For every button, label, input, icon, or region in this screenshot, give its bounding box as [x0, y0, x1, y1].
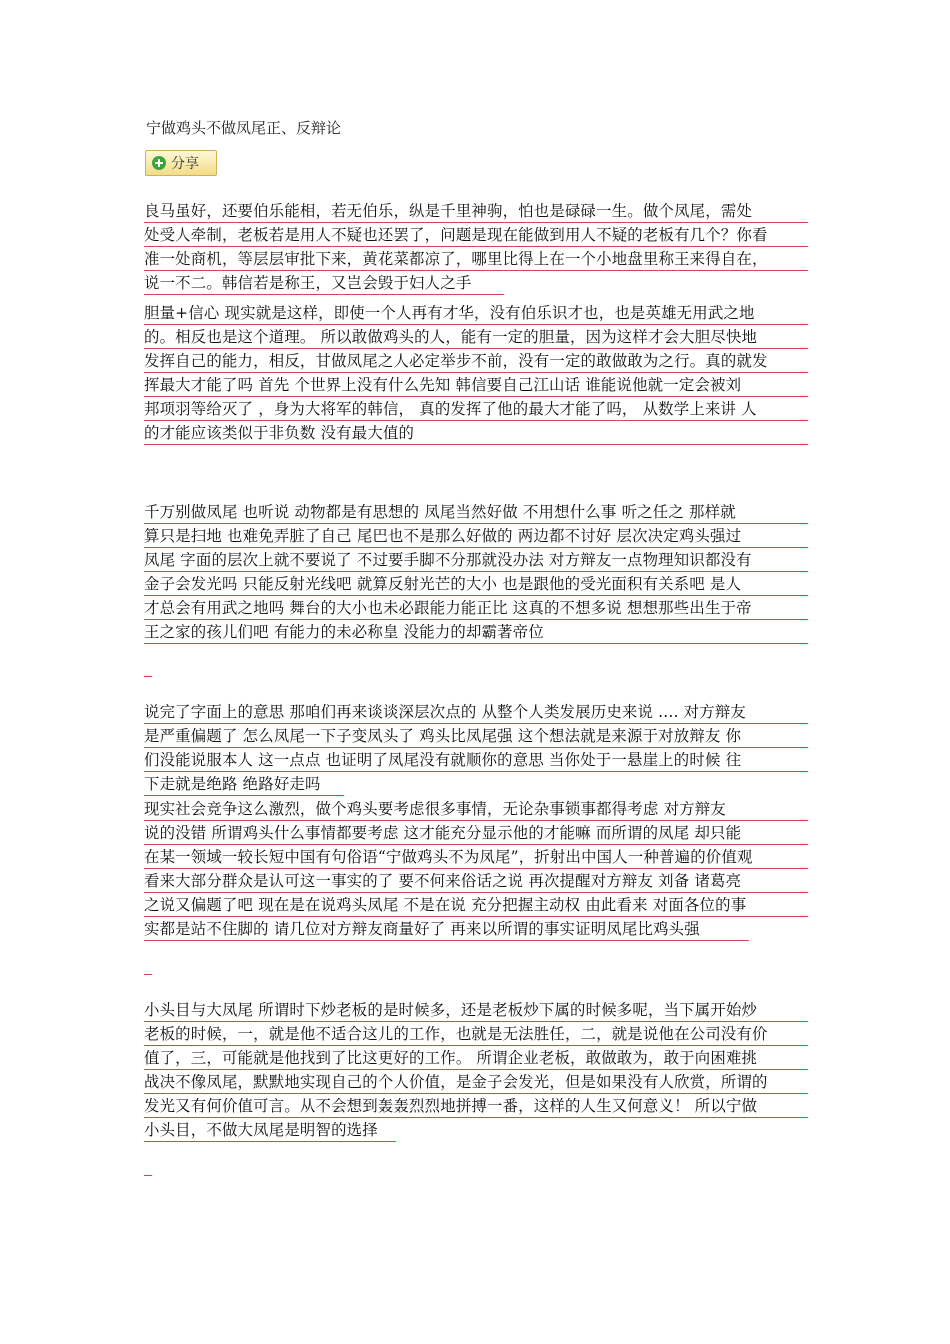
text-line: 王之家的孩儿们吧 有能力的未必称皇 没能力的却霸著帝位: [144, 620, 808, 644]
empty-line-marker: [144, 974, 152, 975]
text-line: 发光又有何价值可言。从不会想到轰轰烈烈地拼搏一番，这样的人生又何意义！ 所以宁做: [144, 1094, 808, 1118]
share-button-label: 分享: [171, 156, 199, 172]
text-line: 金子会发光吗 只能反射光线吧 就算反射光芒的大小 也是跟他的受光面积有关系吧 是人: [144, 572, 808, 596]
empty-line-marker: [144, 1175, 152, 1176]
text-line: 说的没错 所谓鸡头什么事情都要考虑 这才能充分显示他的才能嘛 而所谓的凤尾 却只能: [144, 821, 808, 845]
paragraph-4: [144, 700, 808, 796]
text-line: 老板的时候，一，就是他不适合这儿的工作，也就是无法胜任，二，就是说他在公司没有价: [144, 1022, 808, 1046]
share-button[interactable]: [145, 150, 217, 176]
text-line: 准一处商机，等层层审批下来，黄花菜都凉了，哪里比得上在一个小地盘里称王来得自在，: [144, 247, 808, 271]
text-line: 现实社会竞争这么激烈，做个鸡头要考虑很多事情，无论杂事锁事都得考虑 对方辩友: [144, 797, 808, 821]
paragraph-1: [144, 199, 808, 295]
text-line: 实都是站不住脚的 请几位对方辩友商量好了 再来以所谓的事实证明凤尾比鸡头强: [144, 917, 749, 941]
page-title: 宁做鸡头不做凤尾正、反辩论: [146, 119, 342, 137]
text-line: 邦项羽等给灭了 ，身为大将军的韩信， 真的发挥了他的最大才能了吗， 从数学上来讲 人: [144, 397, 808, 421]
text-line: 挥最大才能了吗 首先 个世界上没有什么先知 韩信要自己江山话 谁能说他就一定会被刘: [144, 373, 808, 397]
text-line: 才总会有用武之地吗 舞台的大小也未必跟能力能正比 这真的不想多说 想想那些出生于帝: [144, 596, 808, 620]
text-line: 值了，三，可能就是他找到了比这更好的工作。 所谓企业老板，敢做敢为，敢于向困难挑: [144, 1046, 808, 1070]
text-line: 算只是扫地 也难免弄脏了自己 尾巴也不是那么好做的 两边都不讨好 层次决定鸡头强过: [144, 524, 808, 548]
text-line: 发挥自己的能力，相反，甘做凤尾之人必定举步不前，没有一定的敢做敢为之行。真的就发: [144, 349, 808, 373]
text-line: 良马虽好，还要伯乐能相，若无伯乐，纵是千里神驹，怕也是碌碌一生。做个凤尾，需处: [144, 199, 808, 223]
text-line: 小头目，不做大凤尾是明智的选择: [144, 1118, 396, 1142]
paragraph-2: [144, 301, 808, 445]
text-line: 凤尾 字面的层次上就不要说了 不过要手脚不分那就没办法 对方辩友一点物理知识都没有: [144, 548, 808, 572]
text-line: 之说又偏题了吧 现在是在说鸡头凤尾 不是在说 充分把握主动权 由此看来 对面各位的事: [144, 893, 808, 917]
text-line: 处受人牵制，老板若是用人不疑也还罢了，问题是现在能做到用人不疑的老板有几个？你看: [144, 223, 808, 247]
plus-icon: [152, 156, 166, 170]
text-line: 下走就是绝路 绝路好走吗: [144, 772, 344, 796]
text-line: 胆量+信心 现实就是这样，即使一个人再有才华，没有伯乐识才也，也是英雄无用武之地: [144, 301, 808, 325]
text-line: 小头目与大凤尾 所谓时下炒老板的是时候多，还是老板炒下属的时候多呢，当下属开始炒: [144, 998, 808, 1022]
empty-line-marker: [144, 676, 152, 677]
text-line: 千万别做凤尾 也听说 动物都是有思想的 凤尾当然好做 不用想什么事 听之任之 那样就: [144, 500, 808, 524]
paragraph-5: [144, 797, 808, 941]
text-line: 说完了字面上的意思 那咱们再来谈谈深层次点的 从整个人类发展历史来说 .... 对方辩友: [144, 700, 808, 724]
paragraph-6: [144, 998, 808, 1142]
text-line: 在某一领域一较长短中国有句俗语“宁做鸡头不为凤尾”，折射出中国人一种普遍的价值观: [144, 845, 808, 869]
text-line: 说一不二。韩信若是称王，又岂会毁于妇人之手: [144, 271, 504, 295]
text-line: 看来大部分群众是认可这一事实的了 要不何来俗话之说 再次提醒对方辩友 刘备 诸葛亮: [144, 869, 808, 893]
text-line: 们没能说服本人 这一点点 也证明了凤尾没有就顺你的意思 当你处于一悬崖上的时候 往: [144, 748, 808, 772]
text-line: 战决不像凤尾，默默地实现自己的个人价值，是金子会发光，但是如果没有人欣赏，所谓的: [144, 1070, 808, 1094]
text-line: 的才能应该类似于非负数 没有最大值的: [144, 421, 808, 445]
text-line: 的。相反也是这个道理。 所以敢做鸡头的人，能有一定的胆量，因为这样才会大胆尽快地: [144, 325, 808, 349]
paragraph-3: [144, 500, 808, 644]
text-line: 是严重偏题了 怎么凤尾一下子变凤头了 鸡头比凤尾强 这个想法就是来源于对放辩友 你: [144, 724, 808, 748]
